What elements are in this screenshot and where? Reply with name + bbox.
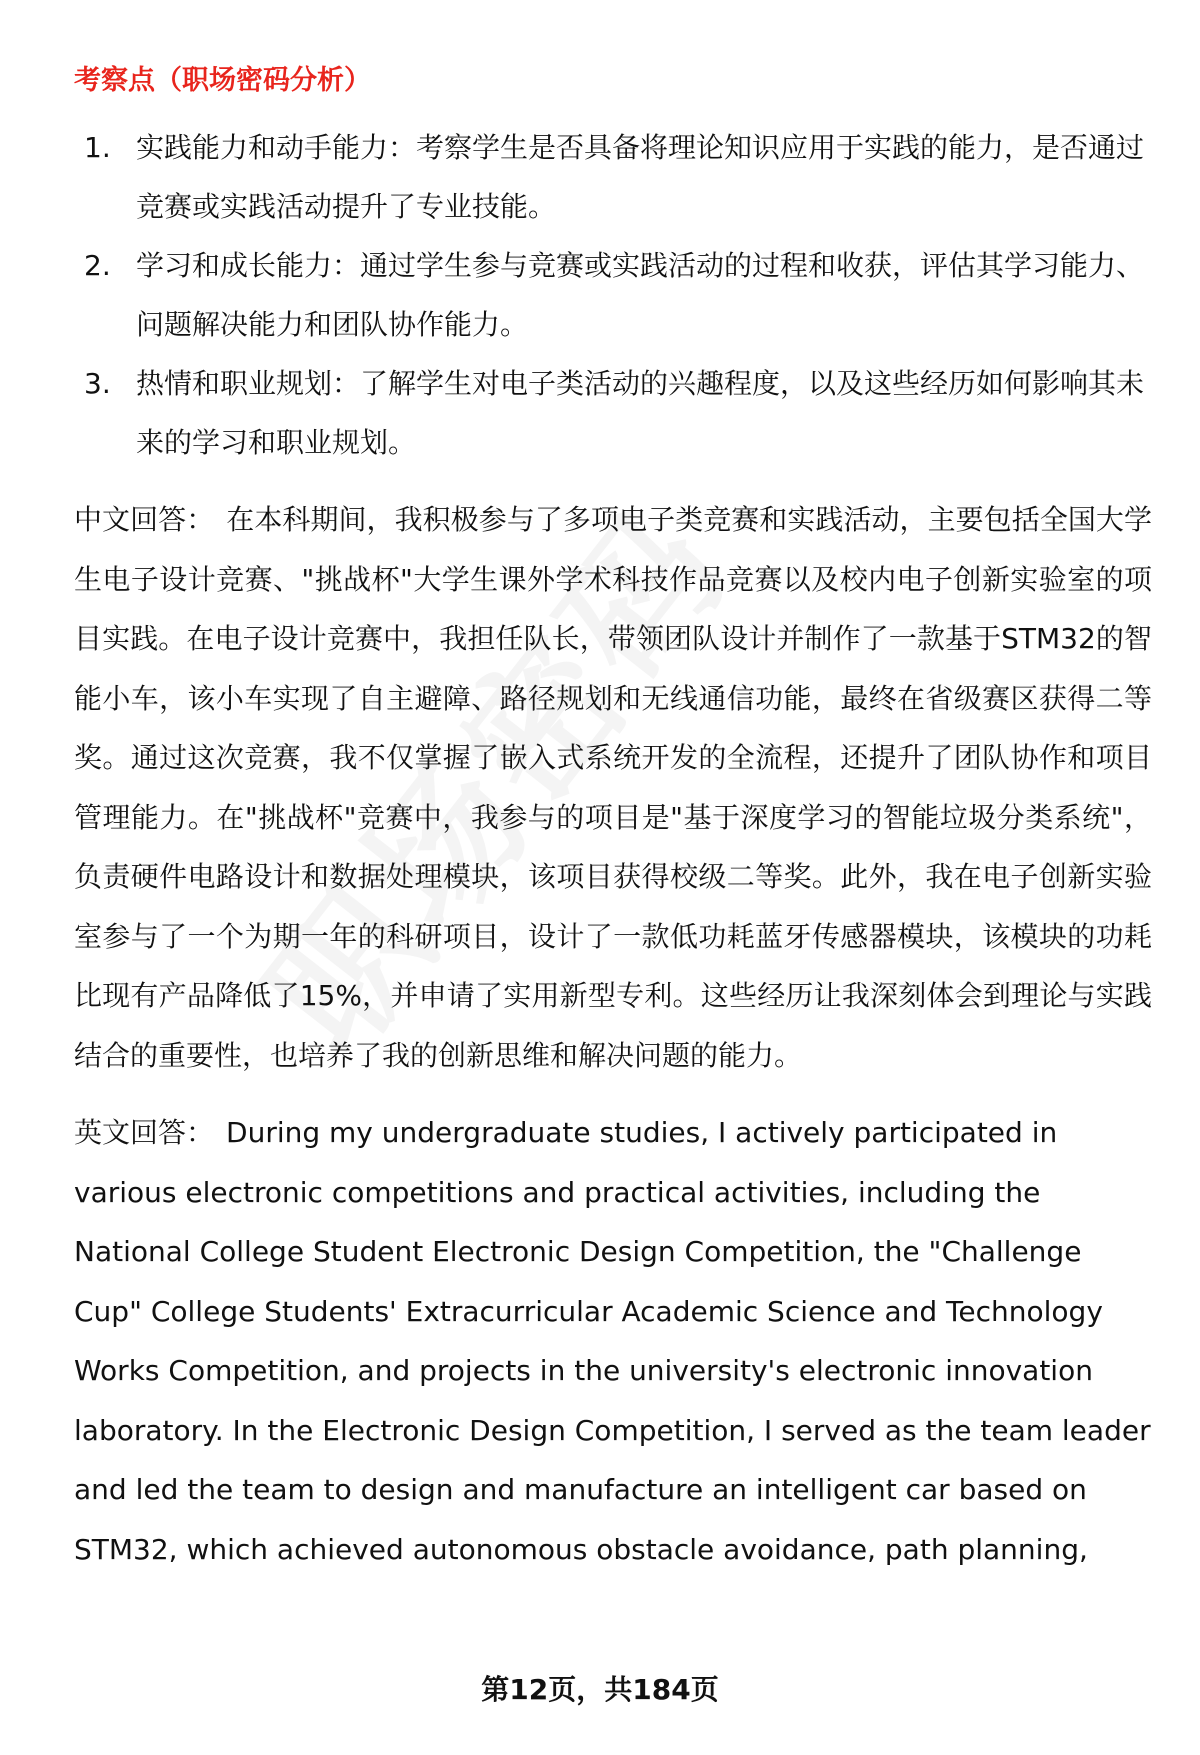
english-answer-label: 英文回答： [74,1116,215,1149]
list-item-text: 学习和成长能力：通过学生参与竞赛或实践活动的过程和收获，评估其学习能力、问题解决能力和团队协作能力。 [136,249,1145,341]
list-item [74,354,1152,472]
chinese-answer-label: 中文回答： [74,503,215,536]
section-title: 考察点（职场密码分析） [74,65,371,96]
list-item [74,236,1152,354]
assessment-points-list [74,118,1152,472]
english-answer-text: During my undergraduate studies, I actively participated in various electronic competitions and practical activities, including the National College Student Electronic Design Competition, the "Challenge Cup" College Students' Extracurricular Academic Science and Technology Works Competition, and projects in the university's electronic innovation laboratory. In the Electronic Design Competition, I served as the team leader and led the team to design and manufacture an intelligent car based on STM32, which achieved autonomous obstacle avoidance, path planning, [74,1116,1151,1566]
list-item-number: 1. [84,131,111,164]
page-number-footer: 第12页，共184页 [481,1673,719,1706]
english-answer-paragraph [74,1103,1152,1579]
list-item-text: 热情和职业规划：了解学生对电子类活动的兴趣程度，以及这些经历如何影响其未来的学习和职业规划。 [136,367,1145,459]
list-item-number: 3. [84,367,111,400]
list-item-text: 实践能力和动手能力：考察学生是否具备将理论知识应用于实践的能力，是否通过竞赛或实践活动提升了专业技能。 [136,131,1145,223]
list-item-number: 2. [84,249,111,282]
chinese-answer-paragraph [74,490,1152,1085]
chinese-answer-text: 在本科期间，我积极参与了多项电子类竞赛和实践活动，主要包括全国大学生电子设计竞赛、"挑战杯"大学生课外学术科技作品竞赛以及校内电子创新实验室的项目实践。在电子设计竞赛中，我担任队长，带领团队设计并制作了一款基于STM32的智能小车，该小车实现了自主避障、路径规划和无线通信功能，最终在省级赛区获得二等奖。通过这次竞赛，我不仅掌握了嵌入式系统开发的全流程，还提升了团队协作和项目管理能力。在"挑战杯"竞赛中，我参与的项目是"基于深度学习的智能垃圾分类系统"，负责硬件电路设计和数据处理模块，该项目获得校级二等奖。此外，我在电子创新实验室参与了一个为期一年的科研项目，设计了一款低功耗蓝牙传感器模块，该模块的功耗比现有产品降低了15%，并申请了实用新型专利。这些经历让我深刻体会到理论与实践结合的重要性，也培养了我的创新思维和解决问题的能力。 [74,503,1152,1072]
list-item [74,118,1152,236]
